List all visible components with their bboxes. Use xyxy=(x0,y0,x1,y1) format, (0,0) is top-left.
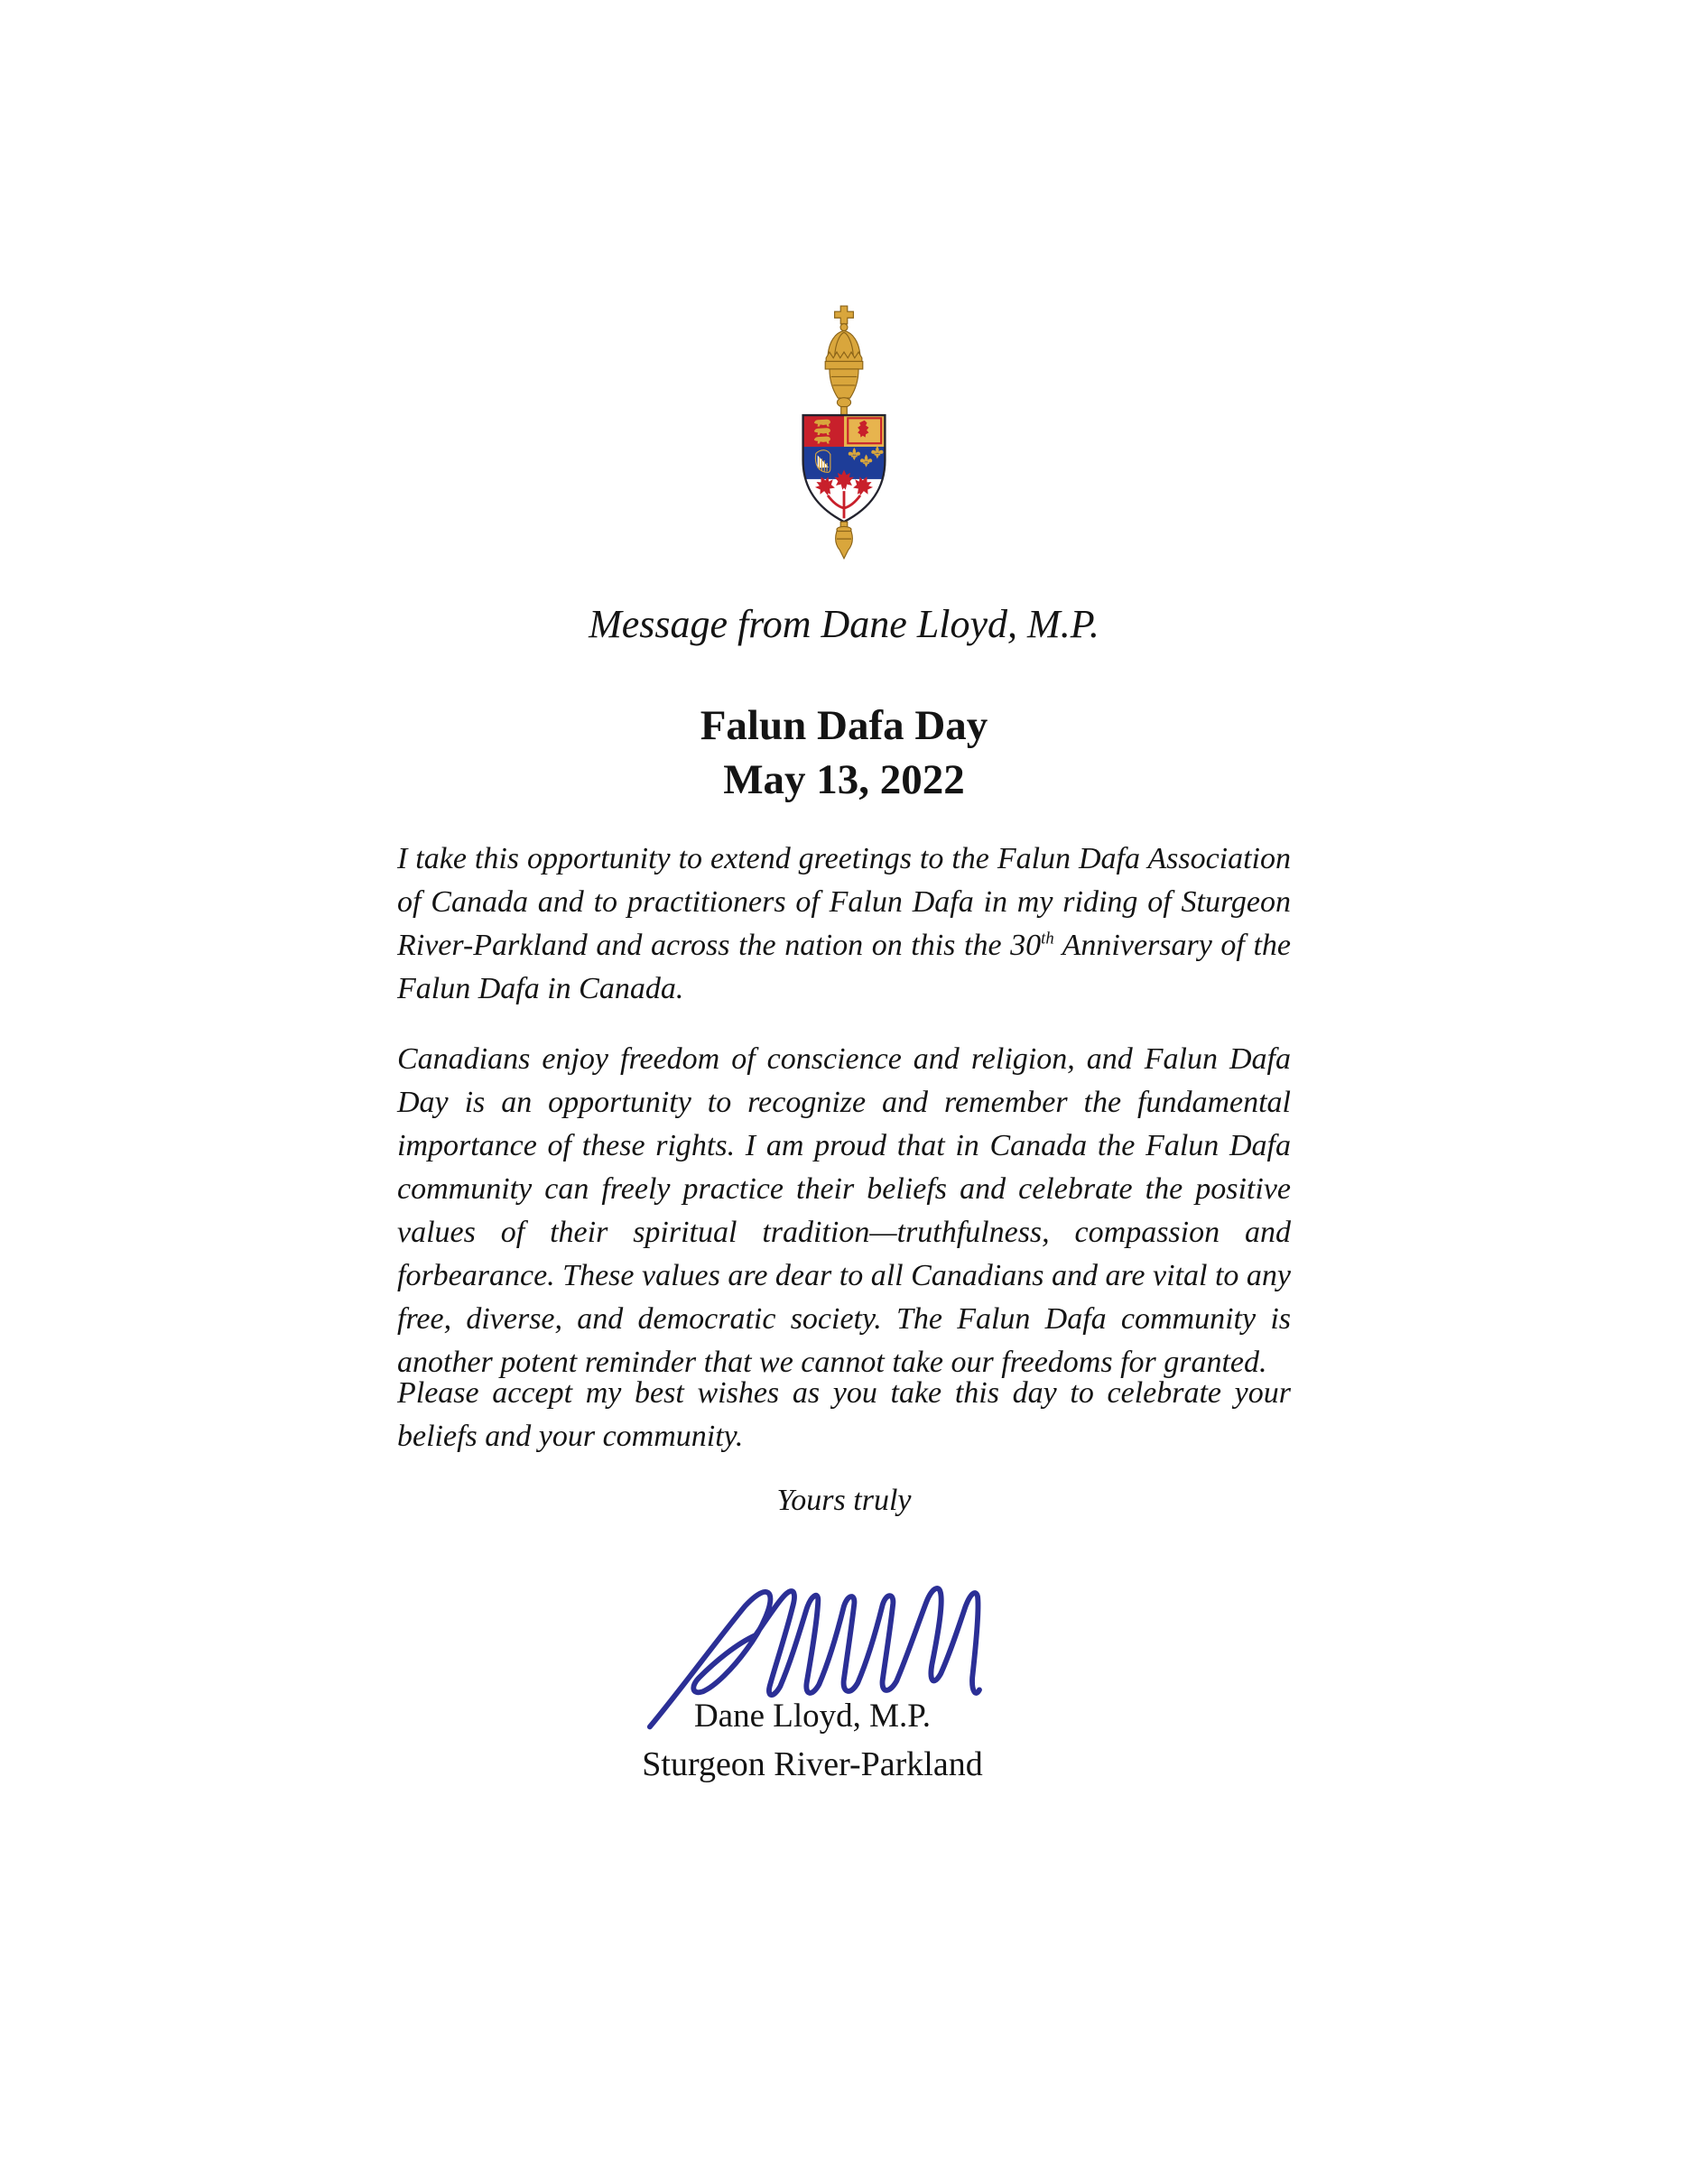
mace-emblem xyxy=(0,303,1688,560)
event-title: Falun Dafa Day xyxy=(700,702,988,749)
signer-name: Dane Lloyd, M.P. xyxy=(693,1698,932,1735)
lions-quarter xyxy=(814,420,830,444)
ordinal-superscript: th xyxy=(1041,929,1054,949)
signer-riding: Sturgeon River-Parkland xyxy=(642,1745,983,1783)
event-date: May 13, 2022 xyxy=(723,756,965,803)
paragraph-1 xyxy=(397,838,1291,1011)
paragraph-1-text-cont: Anniversary of the Falun Dafa in Canada. xyxy=(397,929,1292,1005)
title-block xyxy=(397,699,1291,807)
house-of-commons-mace-icon xyxy=(797,303,891,560)
cross-icon xyxy=(835,306,854,324)
closing-line: Yours truly xyxy=(776,1484,912,1517)
signer-block xyxy=(397,1693,1228,1789)
paragraph-1-text: I take this opportunity to extend greetings to the Falun Dafa Association of Canada and to practitioners of Falun Dafa in my riding of Sturgeon River-Parkland and across the nation on this the 30 xyxy=(397,842,1291,962)
paragraph-2: Canadians enjoy freedom of conscience and religion, and Falun Dafa Day is an opportunity to recognize and remember the fundamental importance of these rights. I am proud that in Canada the Falun Dafa community can freely practice their beliefs and celebrate the positive values of their spiritual tradition—truthfulness, compassion and forbearance. These values are dear to all Canadians and are vital to any free, diverse, and democratic society. The Falun Dafa community is another potent reminder that we cannot take our freedoms for granted. xyxy=(397,1042,1291,1379)
message-heading: Message from Dane Lloyd, M.P. xyxy=(589,602,1099,646)
paragraph-3: Please accept my best wishes as you take this day to celebrate your beliefs and your community. xyxy=(397,1376,1291,1453)
